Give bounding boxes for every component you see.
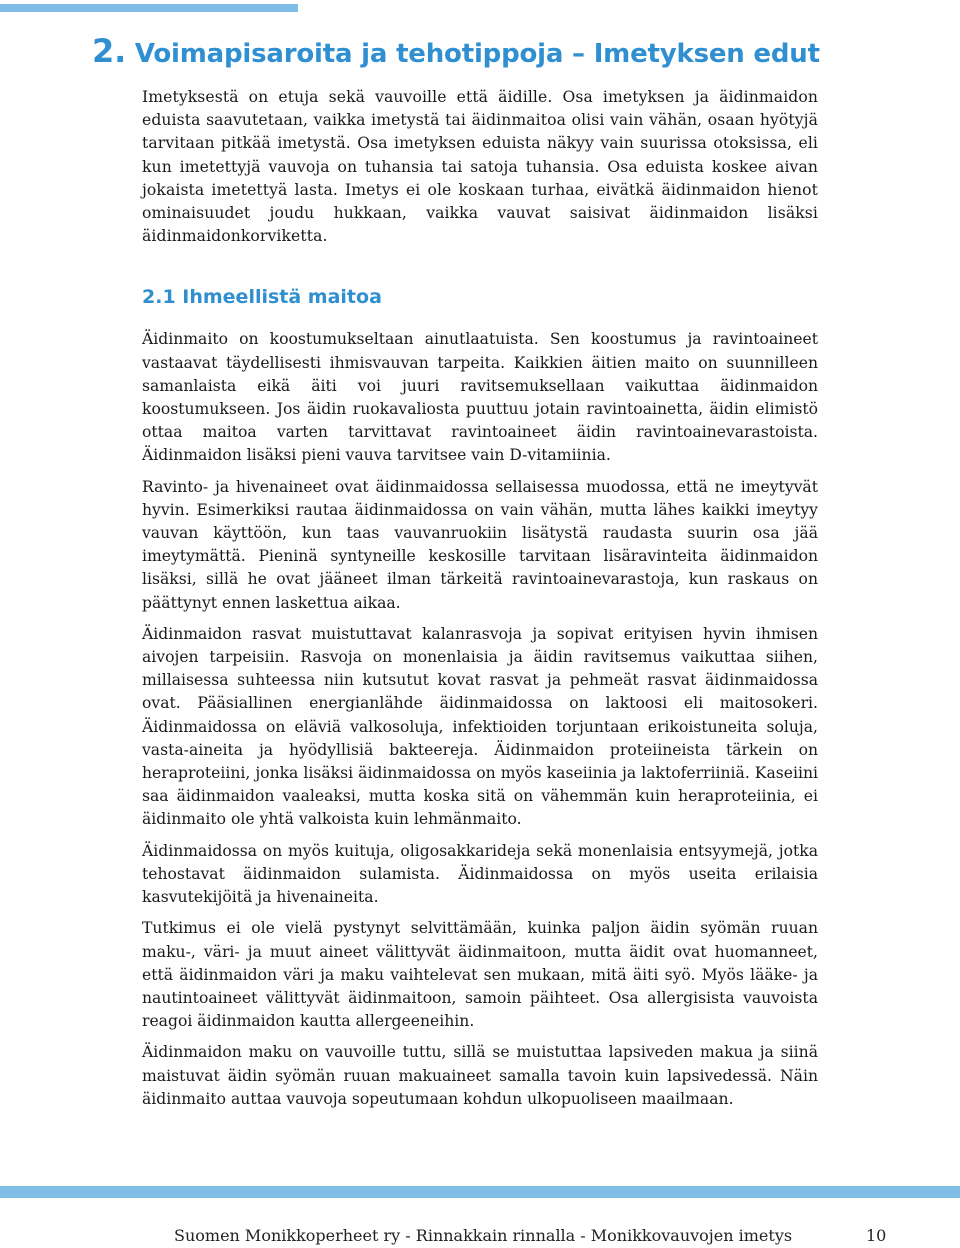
page-number: 10 (866, 1226, 887, 1245)
top-decorative-rule (0, 4, 298, 12)
section-title: 2.1 Ihmeellistä maitoa (142, 286, 382, 309)
chapter-title (92, 32, 820, 70)
document-body (142, 86, 818, 1119)
paragraph-fats: Äidinmaidon rasvat muistuttavat kalanrasvoja ja sopivat erityisen hyvin ihmisen aivojen tarpeisiin. Rasvoja on monenlaisia ja äidin ravitsemus vaikuttaa siihen, millaisessa suhteessa niin kutsutut kovat rasvat ja pehmeät rasvat äidinmaidossa ovat. Pääsiallinen energianlähde äidinmaidossa on laktoosi eli maitosokeri. Äidinmaidossa on eläviä valkosoluja, infektioiden torjuntaan erikoistuneita soluja, vasta-aineita ja hyödyllisiä bakteereja. Äidinmaidon proteiineista tärkein on heraproteiini, jonka lisäksi äidinmaidossa on myös kaseiinia ja laktoferriiniä. Kaseiini saa äidinmaidon vaaleaksi, mutta koska sitä on vähemmän kuin heraproteiinia, ei äidinmaito ole yhtä valkoista kuin lehmänmaito. (142, 624, 818, 829)
intro-paragraph: Imetyksestä on etuja sekä vauvoille että äidille. Osa imetyksen ja äidinmaidon eduista saavutetaan, vaikka imetystä tai äidinmaitoa olisi vain vähän, osaan hyötyjä tarvitaan pitkää imetystä. Osa imetyksen eduista näkyy vain suurissa otoksissa, eli kun imetettyjä vauvoja on tuhansia tai satoja tuhansia. Osa eduista koskee aivan jokaista imetettyä lasta. Imetys ei ole koskaan turhaa, eivätkä äidinmaidon hienot ominaisuudet joudu hukkaan, vaikka vauvat saisivat äidinmaidon lisäksi äidinmaidonkorviketta. (142, 88, 818, 246)
paragraph-nutrients: Ravinto- ja hivenaineet ovat äidinmaidossa sellaisessa muodossa, että ne imeytyvät hyvin. Esimerkiksi rautaa äidinmaidossa on vain vähän, mutta lähes kaikki imeytyy vauvan käyttöön, kun taas vauvanruokiin lisätystä raudasta suurin osa jää imeytymättä. Pieninä syntyneille keskosille tarvitaan lisäravinteita äidinmaidon lisäksi, sillä he ovat jääneet ilman tärkeitä ravintoainevarastoja, kun raskaus on päättynyt ennen laskettua aikaa. (142, 477, 818, 612)
chapter-title-text: Voimapisaroita ja tehotippoja – Imetyksen edut (134, 39, 820, 69)
footer-text: Suomen Monikkoperheet ry - Rinnakkain rinnalla - Monikkovauvojen imetys (174, 1226, 793, 1245)
paragraph-fibres: Äidinmaidossa on myös kuituja, oligosakkarideja sekä monenlaisia entsyymejä, jotka tehostavat äidinmaidon sulamista. Äidinmaidossa on myös useita erilaisia kasvutekijöitä ja hivenaineita. (142, 841, 818, 907)
paragraph-research: Tutkimus ei ole vielä pystynyt selvittämään, kuinka paljon äidin syömän ruuan maku-, väri- ja muut aineet välittyvät äidinmaitoon, mutta äidit ovat huomanneet, että äidinmaidon väri ja maku vaihtelevat sen mukaan, mitä äiti syö. Myös lääke- ja nautintoaineet välittyvät äidinmaitoon, samoin päihteet. Osa allergisista vauvoista reagoi äidinmaidon kautta allergeeneihin. (142, 919, 818, 1031)
paragraph-taste: Äidinmaidon maku on vauvoille tuttu, sillä se muistuttaa lapsiveden makua ja siinä maistuvat äidin syömän ruuan makuaineet samalla tavoin kuin lapsivedessä. Näin äidinmaito auttaa vauvoja sopeutumaan kohdun ulkopuoliseen maailmaan. (142, 1043, 818, 1108)
footer-decorative-rule (0, 1186, 960, 1198)
paragraph-composition: Äidinmaito on koostumukseltaan ainutlaatuista. Sen koostumus ja ravintoaineet vastaavat täydellisesti ihmisvauvan tarpeita. Kaikkien äitien maito on suunnilleen samanlaista eikä äiti voi juuri ravitsemuksellaan vaikuttaa äidinmaidon koostumukseen. Jos äidin ruokavaliosta puuttuu jotain ravintoainetta, äidin elimistö ottaa maitoa varten tarvittavat ravintoaineet äidin ravintoainevarastoista. Äidinmaidon lisäksi pieni vauva tarvitsee vain D-vitamiinia. (142, 330, 818, 465)
chapter-number: 2. (92, 32, 127, 70)
